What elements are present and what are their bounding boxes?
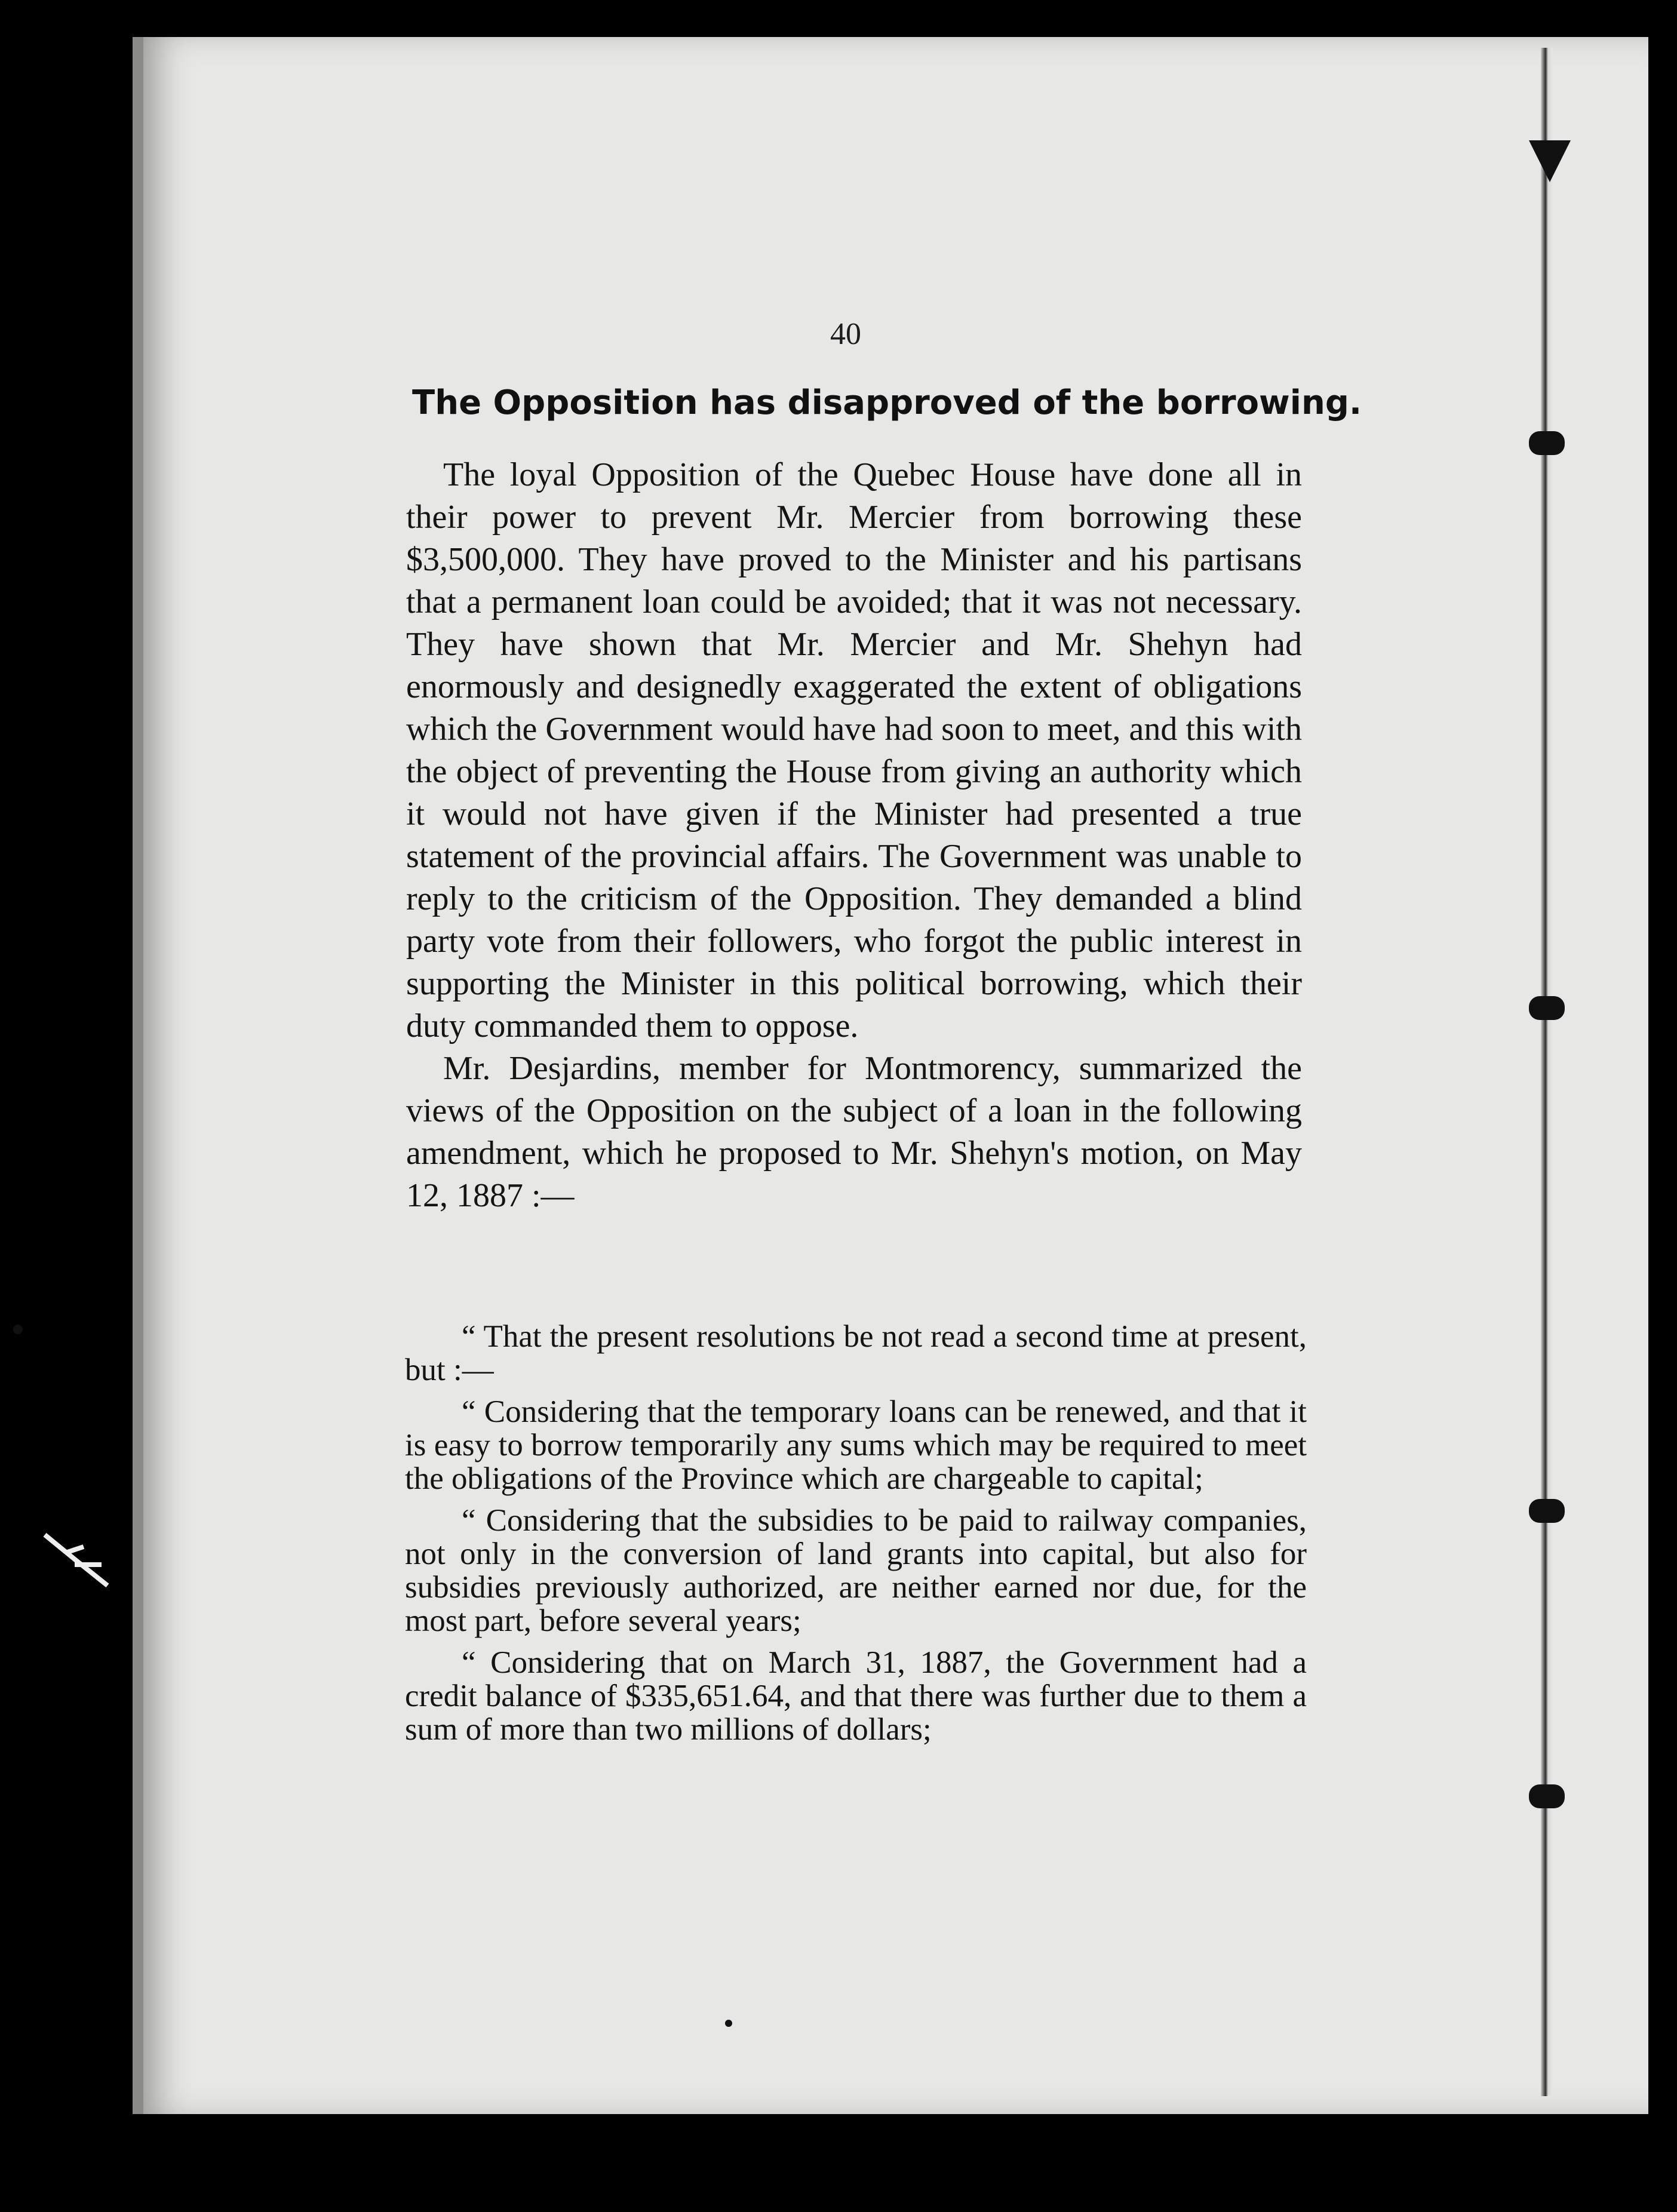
paragraph: The loyal Opposition of the Quebec House have done all in their power to prevent Mr. Mercier from borrowing these $3,500,000. They have proved to the Minister and his partisans that a permanent loan could be avoided; that it was not necessary. They have shown that Mr. Mercier and Mr. Shehyn had enormously and designedly exaggerated the extent of obligations which the Government would have had soon to meet, and this with the object of preventing the House from giving an authority which it would not have given if the Minister had presented a true statement of the provincial affairs. The Government was unable to reply to the criticism of the Opposition. They demanded a blind party vote from their followers, who forgot the public interest in supporting the Minister in this political borrowing, which their duty commanded them to oppose. (406, 456, 1302, 1044)
quote-paragraph: “ Considering that the temporary loans can be renewed, and that it is easy to borrow temporarily any sums which may be required to meet the obligations of the Province which are chargeable to capital; (405, 1394, 1307, 1496)
quote-paragraph: “ That the present resolutions be not read a second time at present, but :— (405, 1319, 1307, 1387)
binding-stitch (1529, 431, 1565, 455)
scan-speck (725, 2020, 732, 2027)
binding-stitch (1529, 1499, 1565, 1523)
quoted-amendment (405, 1320, 1307, 1755)
scan-speck (13, 1325, 23, 1334)
quote-paragraph: “ Considering that the subsidies to be paid to railway companies, not only in the conversion of land grants into capital, but also for subsidies previously authorized, are neither earned nor due, for the most part, before several years; (405, 1503, 1307, 1638)
page-number: 40 (830, 317, 861, 351)
section-heading: The Opposition has disapproved of the borrowing. (412, 383, 1362, 422)
binding-stitch (1529, 996, 1565, 1020)
paragraph: Mr. Desjardins, member for Montmorency, summarized the views of the Opposition on the subject of a loan in the following amendment, which he proposed to Mr. Shehyn's motion, on May 12, 1887 :— (406, 1050, 1302, 1214)
body-text (406, 454, 1302, 1217)
quote-paragraph: “ Considering that on March 31, 1887, the Government had a credit balance of $335,651.64, and that there was further due to them a sum of more than two millions of dollars; (405, 1645, 1307, 1747)
binding-stitch (1529, 1784, 1565, 1808)
margin-mark (42, 1529, 113, 1595)
